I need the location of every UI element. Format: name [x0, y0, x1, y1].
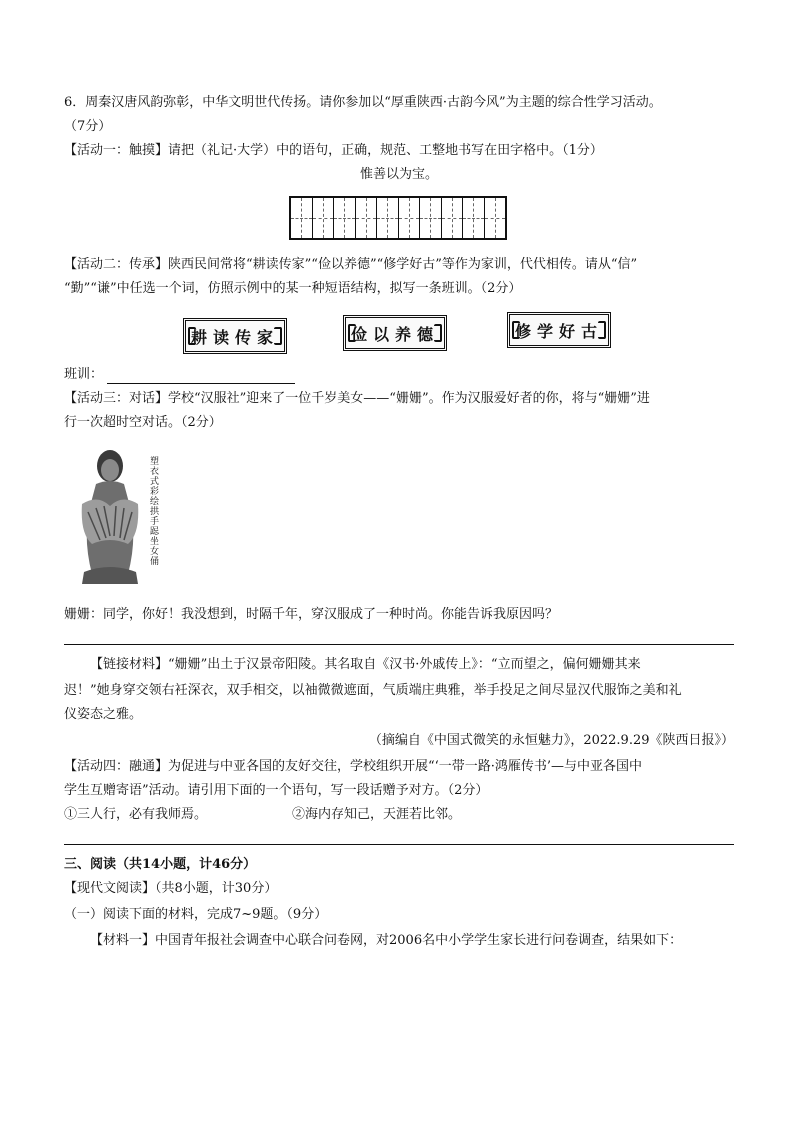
class-motto-label: 班训：	[64, 367, 104, 382]
grid-cell[interactable]	[356, 198, 378, 238]
shanshan-dialogue: 姗姗：同学，你好！我没想到，时隔千年，穿汉服成了一种时尚。你能告诉我原因吗？	[64, 607, 559, 622]
divider-bottom	[64, 844, 734, 845]
reading-part1-instruction: （一）阅读下面的材料，完成7~9题。（9分）	[64, 907, 328, 922]
question-6-score: （7分）	[64, 119, 112, 134]
plaque-jianyi-yangde: 俭以养德	[343, 315, 447, 351]
grid-cell[interactable]	[485, 198, 506, 238]
grid-cell[interactable]	[291, 198, 313, 238]
grid-cell[interactable]	[377, 198, 399, 238]
link-material-line2: 迟！”她身穿交领右衽深衣，双手相交，以袖微微遮面，气质端庄典雅，举手投足之间尽显汉代服饰之美和礼	[64, 683, 682, 698]
grid-cell[interactable]	[463, 198, 485, 238]
class-motto-answer-row	[64, 366, 734, 384]
activity3-instruction-line1: 【活动三：对话】学校“汉服社”迎来了一位千岁美女——“姗姗”。作为汉服爱好者的你，将与“姗姗”进	[64, 391, 650, 406]
link-material-source: （摘编自《中国式微笑的永恒魅力》，2022.9.29《陕西日报》）	[368, 733, 734, 748]
plaque-xiuxue-haogu: 修学好古	[507, 312, 611, 348]
figurine-caption: 塑衣式彩绘拱手跽坐女俑	[148, 456, 158, 566]
modern-reading-heading: 【现代文阅读】（共8小题，计30分）	[64, 881, 278, 896]
activity4-option-1: ①三人行，必有我师焉。	[64, 807, 208, 822]
han-figurine-image	[78, 444, 178, 594]
grid-cell[interactable]	[399, 198, 421, 238]
activity2-instruction-line1: 【活动二：传承】陕西民间常将“耕读传家”“俭以养德”“修学好古”等作为家训，代代相传。请从“信”	[64, 257, 638, 272]
plaque-gengdu-chuanjia: 耕读传家	[183, 318, 287, 354]
divider-top	[64, 644, 734, 645]
grid-cell[interactable]	[334, 198, 356, 238]
activity4-instruction-line1: 【活动四：融通】为促进与中亚各国的友好交往，学校组织开展“‘一带一路·鸿雁传书’—与中亚各国中	[64, 759, 643, 774]
link-material-line3: 仪姿态之雅。	[64, 707, 143, 722]
activity1-instruction: 【活动一：触摸】请把（礼记·大学）中的语句，正确，规范、工整地书写在田字格中。（1分）	[64, 143, 603, 158]
activity1-sentence: 惟善以为宝。	[359, 167, 438, 182]
grid-cell[interactable]	[313, 198, 335, 238]
tianzige-writing-grid[interactable]	[289, 196, 507, 240]
question-6-line1: 6．周秦汉唐风韵弥彰，中华文明世代传扬。请你参加以“厚重陕西·古韵今风”为主题的综合性学习活动。	[64, 95, 662, 110]
class-motto-answer-blank[interactable]	[107, 369, 295, 384]
activity4-instruction-line2: 学生互赠寄语”活动。请引用下面的一个语句，写一段话赠予对方。（2分）	[64, 783, 489, 798]
activity4-options	[64, 806, 734, 824]
link-material-line1: 【链接材料】“姗姗”出土于汉景帝阳陵。其名取自《汉书·外戚传上》：“立而望之，偏何姗姗其来	[90, 657, 641, 672]
section3-title: 三、阅读（共14小题，计46分）	[64, 857, 257, 872]
activity3-instruction-line2: 行一次超时空对话。（2分）	[64, 415, 222, 430]
activity4-option-2: ②海内存知己，天涯若比邻。	[292, 807, 462, 822]
material1-intro: 【材料一】中国青年报社会调查中心联合问卷网，对2006名中小学学生家长进行问卷调查，结果如下：	[90, 933, 683, 948]
grid-cell[interactable]	[442, 198, 464, 238]
grid-cell[interactable]	[420, 198, 442, 238]
activity2-instruction-line2: “勤”“谦”中任选一个词，仿照示例中的某一种短语结构，拟写一条班训。（2分）	[64, 281, 522, 296]
